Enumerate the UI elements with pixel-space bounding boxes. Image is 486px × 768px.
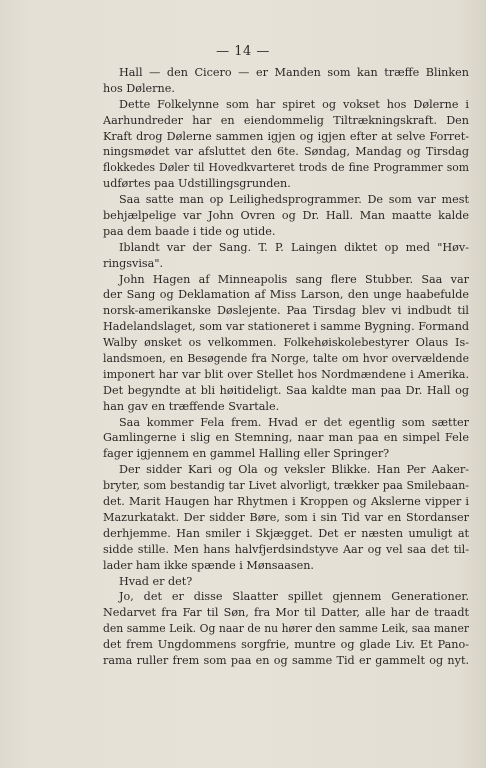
text-line: fager igjennem en gammel Halling eller Springer? <box>103 447 390 461</box>
text-line: Jo, det er disse Slaatter spillet gjennem Generationer. <box>119 590 469 604</box>
text-line: Iblandt var der Sang. T. P. Laingen diktet op med "Høv- <box>119 240 469 254</box>
text-line: Saa kommer Fela frem. Hvad er det egentlig som sætter <box>119 415 469 429</box>
text-line: Aarhundreder har en eiendommelig Tiltrækningskraft. Den <box>103 113 469 127</box>
text-line: paa dem baade i tide og utide. <box>103 224 276 238</box>
body-text <box>103 65 469 669</box>
text-line: der Sang og Deklamation af Miss Larson, den unge haabefulde <box>103 288 469 302</box>
text-line: det. Marit Haugen har Rhytmen i Kroppen og Akslerne vipper i <box>103 495 469 509</box>
text-line: ningsmødet var afsluttet den 6te. Søndag, Mandag og Tirsdag <box>103 145 469 159</box>
text-line: Hvad er det? <box>119 574 193 588</box>
text-line: Nedarvet fra Far til Søn, fra Mor til Datter, alle har de traadt <box>103 606 469 620</box>
text-line: sidde stille. Men hans halvfjerdsindstyve Aar og vel saa det til- <box>103 542 469 556</box>
text-line: John Hagen af Minneapolis sang flere Stubber. Saa var <box>119 272 469 286</box>
page-number: — 14 — <box>216 44 270 59</box>
text-line: landsmoen, en Besøgende fra Norge, talte om hvor overvældende <box>103 352 469 366</box>
text-line: Walby ønsket os velkommen. Folkehøiskolebestyrer Olaus Is- <box>103 336 469 350</box>
text-line: Mazurkatakt. Der sidder Børe, som i sin Tid var en Stordanser <box>103 510 469 524</box>
text-line: behjælpelige var John Ovren og Dr. Hall. Man maatte kalde <box>103 209 469 223</box>
text-line: udførtes paa Udstillingsgrunden. <box>103 177 291 191</box>
text-line: den samme Leik. Og naar de nu hører den samme Leik, saa maner <box>103 622 469 636</box>
text-line: flokkedes Døler til Hovedkvarteret trods de fine Programmer som <box>103 161 469 175</box>
text-line: det frem Ungdommens sorgfrie, muntre og glade Liv. Et Pano- <box>103 638 469 652</box>
text-line: Det begyndte at bli høitideligt. Saa kaldte man paa Dr. Hall og <box>103 383 469 397</box>
text-line: Kraft drog Dølerne sammen igjen og igjen efter at selve Forret- <box>103 129 469 143</box>
text-line: Hadelandslaget, som var stationeret i samme Bygning. Formand <box>103 320 469 334</box>
text-line: Saa satte man op Leilighedsprogrammer. De som var mest <box>119 193 469 207</box>
text-line: hos Dølerne. <box>103 81 175 95</box>
text-line: norsk-amerikanske Døslejente. Paa Tirsdag blev vi indbudt til <box>103 304 469 318</box>
text-line: Gamlingerne i slig en Stemning, naar man paa en simpel Fele <box>103 431 469 445</box>
text-line: Der sidder Kari og Ola og veksler Blikke. Han Per Aaker- <box>119 463 469 477</box>
text-line: han gav en træffende Svartale. <box>103 399 280 413</box>
text-line: imponert har var blit over Stellet hos Nordmændene i Amerika. <box>103 367 469 381</box>
text-line: lader ham ikke spænde i Mønsaasen. <box>103 558 314 572</box>
text-line: derhjemme. Han smiler i Skjægget. Det er næsten umuligt at <box>103 526 469 540</box>
text-line: ringsvisa". <box>103 256 164 270</box>
text-line: Hall — den Cicero — er Manden som kan træffe Blinken <box>119 66 469 79</box>
text-line: Dette Folkelynne som har spiret og vokset hos Dølerne i <box>119 97 469 111</box>
text-line: rama ruller frem som paa en og samme Tid er gammelt og nyt. <box>103 653 469 667</box>
text-line: bryter, som bestandig tar Livet alvorligt, trækker paa Smilebaan- <box>103 479 469 493</box>
